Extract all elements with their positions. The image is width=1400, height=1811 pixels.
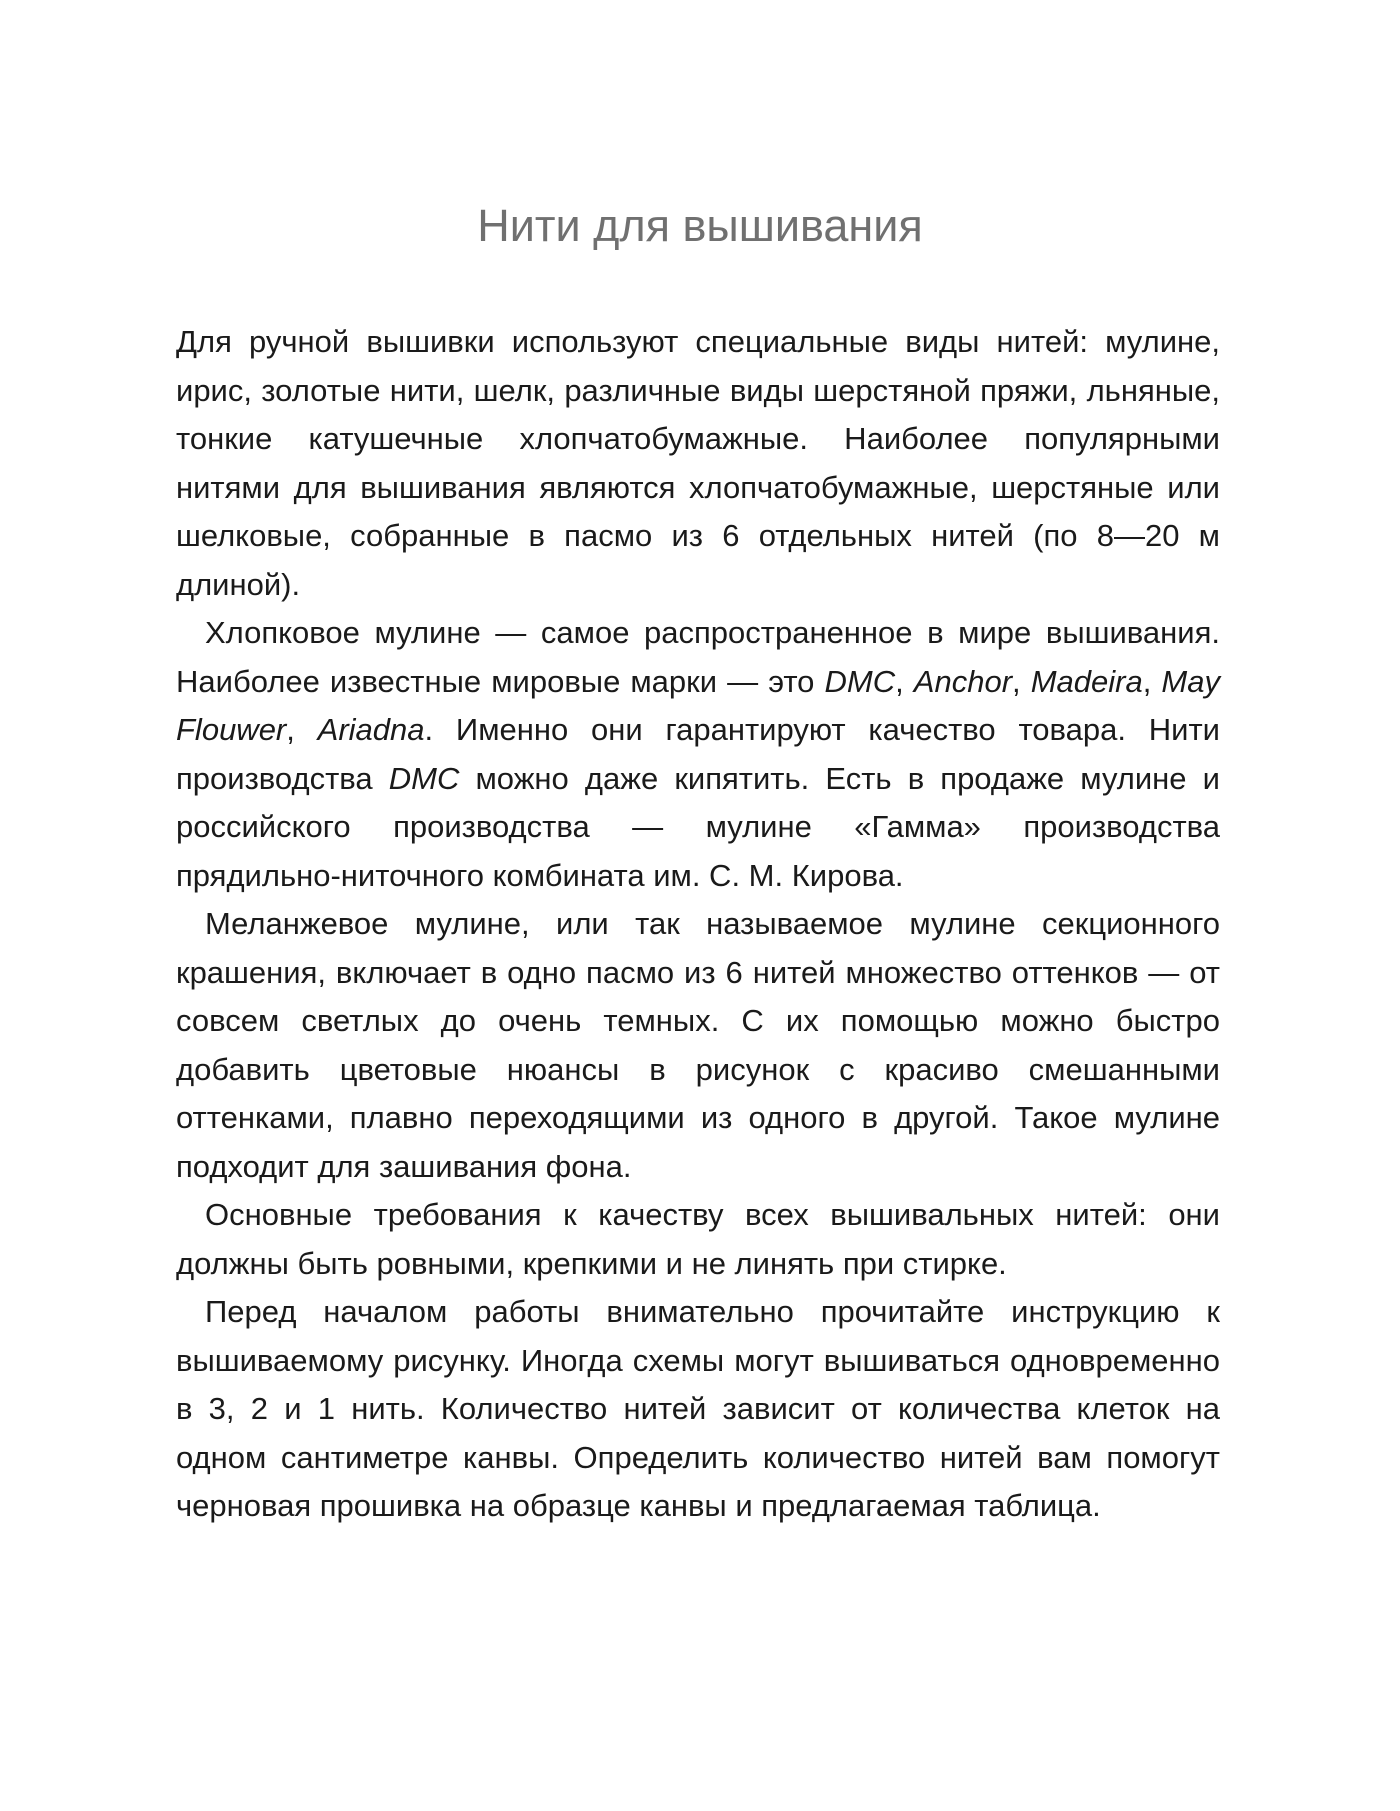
brand-anchor: Anchor [913, 663, 1013, 699]
paragraph-2-text: . Именно они гарантируют качество товара. Нити производства [176, 712, 1220, 796]
paragraph-2-text: можно даже кипятить. Есть в продаже мулине и российского производства — мулине «Гамма» производства прядильно-ниточного комбината им. С. М. Кирова. [176, 760, 1220, 893]
paragraph-3: Меланжевое мулине, или так называемое мулине секционного крашения, включает в одно пасмо из 6 нитей множество оттенков — от совсем светлых до очень темных. С их помощью можно быстро добавить цветовые нюансы в рисунок с красиво смешанными оттенками, плавно переходящими из одного в другой. Такое мулине подходит для зашивания фона. [176, 906, 1220, 1184]
paragraph-1: Для ручной вышивки используют специальные виды нитей: мулине, ирис, золотые нити, шелк, различные виды шерстяной пряжи, льняные, тонкие катушечные хлопчатобумажные. Наиболее популярными нитями для вышивания являются хлопчатобумажные, шерстяные или шелковые, собранные в пасмо из 6 отдельных нитей (по 8—20 м длиной). [176, 324, 1220, 602]
paragraph-2-text: , [895, 663, 914, 699]
paragraph-2 [176, 609, 1220, 900]
body-text [176, 318, 1220, 1531]
brand-dmc: DMC [388, 760, 460, 796]
paragraph-2-text: , [286, 712, 318, 747]
paragraph-4: Основные требования к качеству всех вышивальных нитей: они должны быть ровными, крепкими и не линять при стирке. [176, 1197, 1220, 1281]
page-title: Нити для вышивания [477, 200, 923, 251]
paragraph-2-text: Хлопковое мулине — самое распространенное в мире вышивания. Наиболее известные мировые марки — это [176, 615, 1220, 699]
paragraph-2-text: , [1142, 663, 1162, 699]
paragraph-5: Перед началом работы внимательно прочитайте инструкцию к вышиваемому рисунку. Иногда схемы могут вышиваться одновременно в 3, 2 и 1 нить. Количество нитей зависит от количества клеток на одном сантиметре канвы. Определить количество нитей вам помогут черновая прошивка на образце канвы и предлагаемая таблица. [176, 1294, 1220, 1523]
brand-madeira: Madeira [1030, 663, 1143, 699]
paragraph-2-text: , [1012, 663, 1031, 699]
brand-may-flouwer: May Flouwer [176, 663, 1220, 747]
brand-ariadna: Ariadna [317, 712, 425, 747]
brand-dmc: DMC [824, 663, 896, 699]
